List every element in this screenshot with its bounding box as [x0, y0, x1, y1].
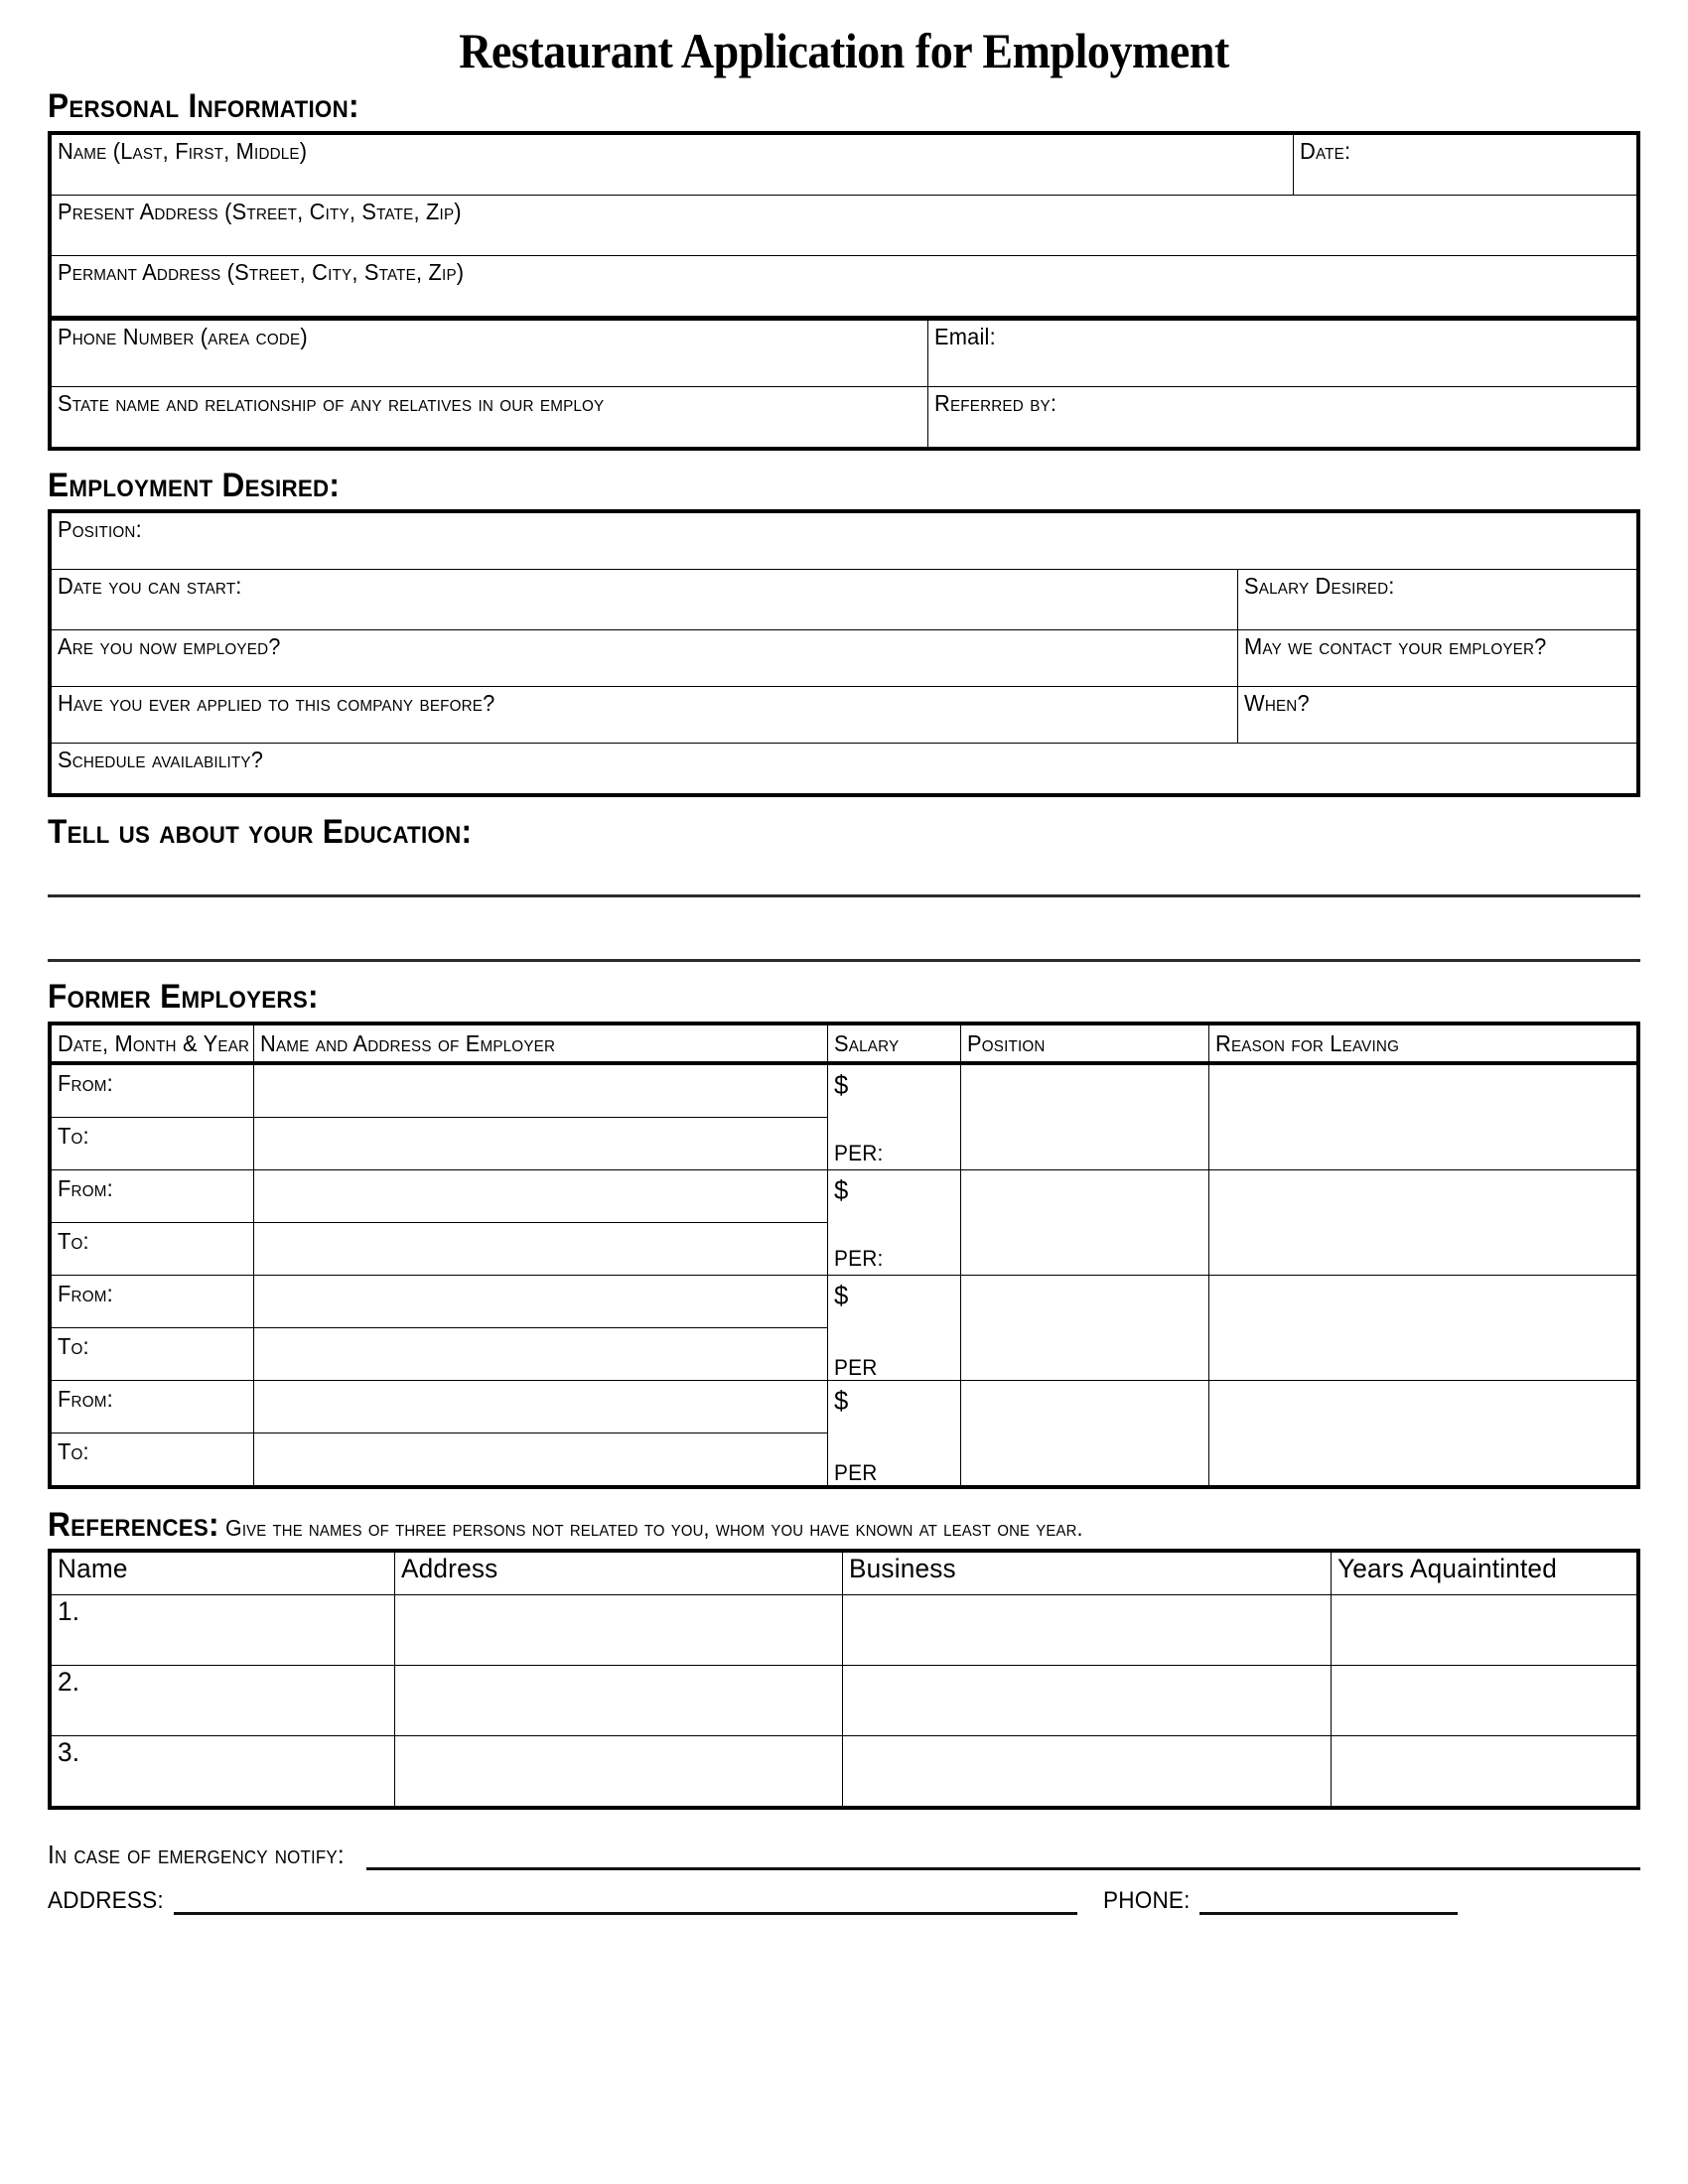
employer-3-salary-cell[interactable]: $ PER [828, 1275, 960, 1380]
employer-3-name-address-from[interactable] [254, 1275, 828, 1327]
emergency-notify-label: In case of emergency notify: [48, 1840, 345, 1870]
table-row [50, 744, 1638, 796]
employer-3-reason-cell[interactable] [1209, 1275, 1638, 1380]
reference-1-name-cell[interactable]: 1. [50, 1595, 395, 1666]
table-row [50, 570, 1638, 630]
field-label-name: Name (Last, First, Middle) [58, 137, 308, 164]
field-label-when: When? [1244, 690, 1311, 717]
field-label-now-employed: Are you now employed? [58, 633, 281, 660]
field-cell-now-employed[interactable] [50, 630, 1238, 687]
field-label-applied-before: Have you ever applied to this company before? [58, 690, 495, 717]
field-cell-email[interactable] [927, 320, 1638, 386]
column-header-date: Date, Month & Year [50, 1024, 254, 1063]
table-row [50, 1063, 1638, 1118]
employer-2-from-cell[interactable]: From: [50, 1169, 254, 1222]
employer-2-name-address-from[interactable] [254, 1169, 828, 1222]
section-heading-references: References: [48, 1505, 219, 1544]
former-employers-table [48, 1022, 1640, 1489]
emergency-phone-input[interactable] [1199, 1886, 1458, 1915]
employer-1-reason-cell[interactable] [1209, 1063, 1638, 1170]
reference-2-years-cell[interactable] [1331, 1666, 1638, 1736]
column-header-ref-name: Name [50, 1551, 395, 1595]
employer-4-position-cell[interactable] [960, 1380, 1209, 1487]
section-heading-former-employers: Former Employers: [48, 978, 319, 1017]
table-row [50, 1595, 1638, 1666]
references-instruction: Give the names of three persons not related to you, whom you have known at least one year. [224, 1514, 1083, 1541]
references-table [48, 1549, 1640, 1810]
education-rule-1 [48, 894, 1640, 897]
field-cell-schedule-availability[interactable] [50, 744, 1638, 796]
employer-1-from-cell[interactable]: From: [50, 1063, 254, 1118]
table-row [50, 1666, 1638, 1736]
column-header-salary: Salary [828, 1024, 960, 1063]
field-label-relatives: State name and relationship of any relatives in our employ [58, 389, 605, 416]
field-cell-contact-employer[interactable] [1238, 630, 1638, 687]
employer-4-to-cell[interactable]: To: [50, 1433, 254, 1487]
employer-1-name-address-to[interactable] [254, 1117, 828, 1169]
references-heading-line [48, 1507, 1640, 1544]
field-cell-position[interactable] [50, 511, 1638, 570]
page-title: Restaurant Application for Employment [459, 23, 1229, 78]
section-heading-personal-information: Personal Information: [48, 87, 359, 125]
employer-4-salary-cell[interactable]: $ PER [828, 1380, 960, 1487]
field-label-schedule-availability: Schedule availability? [58, 747, 264, 773]
employer-2-name-address-to[interactable] [254, 1222, 828, 1275]
table-header-row [50, 1551, 1638, 1595]
reference-2-name-cell[interactable]: 2. [50, 1666, 395, 1736]
personal-information-table [48, 131, 1640, 320]
reference-1-business-cell[interactable] [843, 1595, 1331, 1666]
employer-2-to-cell[interactable]: To: [50, 1222, 254, 1275]
reference-3-address-cell[interactable] [395, 1736, 843, 1809]
field-cell-applied-before[interactable] [50, 687, 1238, 744]
emergency-address-label: ADDRESS: [48, 1887, 164, 1915]
table-row [50, 1169, 1638, 1222]
column-header-ref-address: Address [395, 1551, 843, 1595]
reference-2-business-cell[interactable] [843, 1666, 1331, 1736]
field-cell-salary-desired[interactable] [1238, 570, 1638, 630]
employer-3-from-cell[interactable]: From: [50, 1275, 254, 1327]
table-row [50, 630, 1638, 687]
emergency-phone-label: PHONE: [1103, 1887, 1191, 1915]
emergency-address-input[interactable] [174, 1886, 1077, 1915]
table-row [50, 386, 1638, 449]
field-label-contact-employer: May we contact your employer? [1244, 633, 1547, 660]
employer-3-position-cell[interactable] [960, 1275, 1209, 1380]
emergency-contact-section [48, 1810, 1640, 1915]
reference-2-address-cell[interactable] [395, 1666, 843, 1736]
field-label-permanent-address: Permant Address (Street, City, State, Zip) [58, 258, 465, 285]
employer-2-salary-cell[interactable]: $ PER: [828, 1169, 960, 1275]
field-cell-name[interactable] [50, 133, 1293, 196]
field-cell-date-can-start[interactable] [50, 570, 1238, 630]
table-row [50, 320, 1638, 386]
employer-4-name-address-to[interactable] [254, 1433, 828, 1487]
employer-1-position-cell[interactable] [960, 1063, 1209, 1170]
employer-2-reason-cell[interactable] [1209, 1169, 1638, 1275]
column-header-ref-years: Years Aquaintinted [1331, 1551, 1638, 1595]
education-rule-2 [48, 959, 1640, 962]
employer-4-from-cell[interactable]: From: [50, 1380, 254, 1433]
section-heading-employment-desired: Employment Desired: [48, 466, 341, 504]
employer-3-name-address-to[interactable] [254, 1327, 828, 1380]
table-row [50, 1275, 1638, 1327]
table-row [50, 1380, 1638, 1433]
reference-1-years-cell[interactable] [1331, 1595, 1638, 1666]
reference-3-name-cell[interactable]: 3. [50, 1736, 395, 1809]
reference-3-business-cell[interactable] [843, 1736, 1331, 1809]
reference-3-years-cell[interactable] [1331, 1736, 1638, 1809]
table-header-row [50, 1024, 1638, 1063]
field-label-salary-desired: Salary Desired: [1244, 573, 1395, 600]
field-label-date: Date: [1299, 137, 1350, 164]
section-heading-education: Tell us about your Education: [48, 813, 473, 852]
table-row [50, 195, 1638, 255]
table-row [50, 1736, 1638, 1809]
table-row [50, 133, 1638, 196]
personal-information-contact-table [48, 320, 1640, 451]
education-write-in-area[interactable] [48, 894, 1640, 962]
column-header-employer: Name and Address of Employer [254, 1024, 828, 1063]
employer-4-reason-cell[interactable] [1209, 1380, 1638, 1487]
field-label-position: Position: [58, 516, 142, 543]
field-cell-phone-number[interactable] [50, 320, 927, 386]
field-cell-permanent-address[interactable] [50, 255, 1638, 318]
emergency-address-phone-row [48, 1886, 1640, 1915]
table-row [50, 255, 1638, 318]
employment-desired-table [48, 509, 1640, 797]
field-cell-present-address[interactable] [50, 195, 1638, 255]
table-row [50, 687, 1638, 744]
field-label-email: Email: [933, 323, 996, 349]
field-label-present-address: Present Address (Street, City, State, Zip) [58, 198, 462, 224]
column-header-reason: Reason for Leaving [1209, 1024, 1638, 1063]
field-cell-relatives[interactable] [50, 386, 927, 449]
field-cell-date[interactable] [1293, 133, 1638, 196]
employer-4-name-address-from[interactable] [254, 1380, 828, 1433]
table-row [50, 511, 1638, 570]
employer-2-position-cell[interactable] [960, 1169, 1209, 1275]
emergency-notify-row [48, 1840, 1640, 1870]
field-label-phone-number: Phone Number (area code) [58, 323, 308, 349]
employer-1-name-address-from[interactable] [254, 1063, 828, 1118]
field-cell-when[interactable] [1238, 687, 1638, 744]
emergency-notify-input[interactable] [366, 1842, 1640, 1870]
column-header-position: Position [960, 1024, 1209, 1063]
field-label-date-can-start: Date you can start: [58, 573, 242, 600]
employer-1-to-cell[interactable]: To: [50, 1117, 254, 1169]
column-header-ref-business: Business [843, 1551, 1331, 1595]
employer-3-to-cell[interactable]: To: [50, 1327, 254, 1380]
field-cell-referred-by[interactable] [927, 386, 1638, 449]
employer-1-salary-cell[interactable]: $ PER: [828, 1063, 960, 1170]
field-label-referred-by: Referred by: [933, 389, 1056, 416]
reference-1-address-cell[interactable] [395, 1595, 843, 1666]
